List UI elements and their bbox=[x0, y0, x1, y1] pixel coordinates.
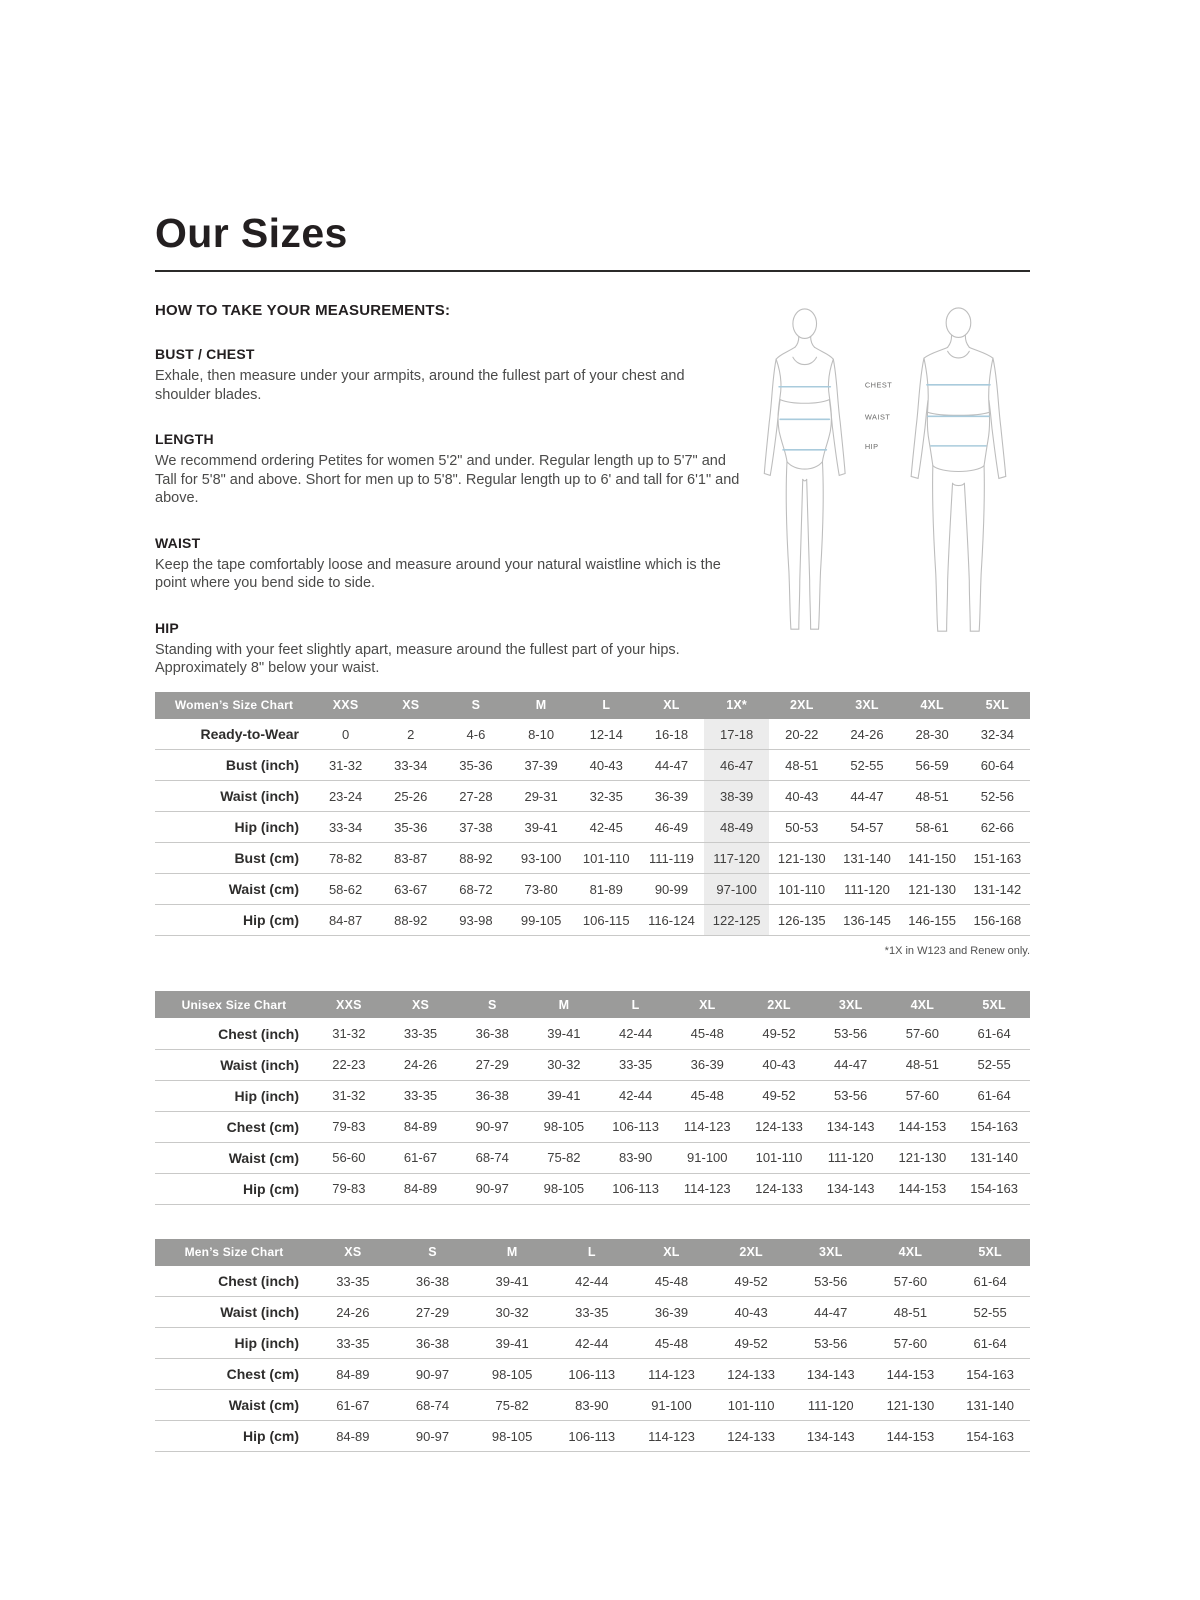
measurement-figures-illustration bbox=[745, 302, 1030, 642]
size-cell: 33-35 bbox=[575, 1304, 609, 1320]
size-cell: 31-32 bbox=[332, 1088, 366, 1104]
size-cell: 111-120 bbox=[844, 881, 890, 897]
size-cell: 35-36 bbox=[394, 819, 428, 835]
size-cell: 52-55 bbox=[977, 1057, 1011, 1073]
size-cell: 121-130 bbox=[886, 1397, 935, 1413]
size-cell: 33-35 bbox=[403, 1026, 438, 1042]
size-cell: 90-97 bbox=[415, 1428, 450, 1444]
section-body: Standing with your feet slightly apart, measure around the fullest part of your hips. Approximately 8" below your waist. bbox=[155, 641, 680, 677]
column-header-l: L bbox=[574, 692, 639, 719]
measurement-figures bbox=[745, 302, 1030, 678]
size-cell: 61-64 bbox=[977, 1088, 1011, 1104]
size-cell: 111-120 bbox=[827, 1150, 874, 1166]
size-cell: 144-153 bbox=[886, 1366, 935, 1382]
size-cell: 29-31 bbox=[524, 788, 558, 804]
section-body: Exhale, then measure under your armpits, around the fullest part of your chest and shoulder blades. bbox=[155, 368, 685, 403]
page-title: Our Sizes bbox=[155, 210, 348, 256]
size-cell: 52-55 bbox=[850, 757, 884, 773]
size-cell: 73-80 bbox=[524, 881, 558, 897]
size-cell: 36-39 bbox=[654, 1304, 689, 1320]
hip-label: HIP bbox=[864, 441, 879, 451]
size-cell: 44-47 bbox=[654, 757, 689, 773]
size-row bbox=[155, 781, 1030, 812]
measurements-text-column bbox=[155, 302, 743, 678]
size-cell: 83-87 bbox=[394, 850, 428, 866]
size-row bbox=[155, 1359, 1030, 1390]
size-cell: 106-113 bbox=[612, 1181, 659, 1197]
size-cell: 101-110 bbox=[727, 1397, 775, 1413]
column-header-xxs: XXS bbox=[313, 991, 385, 1018]
size-cell: 48-51 bbox=[785, 757, 819, 773]
table-title: Women’s Size Chart bbox=[155, 692, 313, 719]
size-cell: 49-52 bbox=[762, 1026, 796, 1042]
mens-size-chart-section bbox=[155, 1239, 1030, 1453]
size-cell: 45-48 bbox=[654, 1335, 689, 1351]
size-row bbox=[155, 1080, 1030, 1111]
size-cell: 27-28 bbox=[459, 788, 493, 804]
row-label: Waist (cm) bbox=[228, 1397, 299, 1414]
chest-label: CHEST bbox=[864, 380, 893, 390]
size-cell: 40-43 bbox=[785, 788, 819, 804]
size-cell: 101-110 bbox=[755, 1150, 803, 1166]
size-row bbox=[155, 750, 1030, 781]
section-body: Keep the tape comfortably loose and measure around your natural waistline which is the point where you bend side to side. bbox=[155, 556, 721, 592]
size-cell: 39-41 bbox=[524, 819, 558, 835]
waist-label: WAIST bbox=[864, 412, 891, 422]
size-cell: 106-113 bbox=[568, 1428, 616, 1444]
size-cell: 134-143 bbox=[806, 1428, 855, 1444]
section-heading: LENGTH bbox=[155, 431, 214, 448]
size-cell: 42-44 bbox=[618, 1088, 653, 1104]
column-header-4xl: 4XL bbox=[900, 692, 965, 719]
size-cell: 88-92 bbox=[459, 850, 493, 866]
column-header-m: M bbox=[528, 991, 600, 1018]
column-header-xs: XS bbox=[313, 1239, 393, 1266]
size-cell: 68-74 bbox=[415, 1397, 450, 1413]
size-cell: 101-110 bbox=[778, 881, 826, 897]
size-cell: 31-32 bbox=[328, 757, 363, 773]
row-label: Chest (cm) bbox=[226, 1366, 299, 1383]
size-cell: 23-24 bbox=[328, 788, 363, 804]
size-cell: 37-39 bbox=[524, 757, 558, 773]
size-cell: 90-97 bbox=[415, 1366, 450, 1382]
size-cell: 111-119 bbox=[649, 850, 694, 866]
size-cell: 58-62 bbox=[328, 881, 363, 897]
size-cell: 146-155 bbox=[908, 912, 956, 928]
size-cell: 57-60 bbox=[893, 1273, 928, 1289]
size-cell: 24-26 bbox=[336, 1304, 370, 1320]
section-body: We recommend ordering Petites for women 5'2" and under. Regular length up to 5'7" and Tall for 5'8" and above. Short for men up to 5'8". Regular length up to 6' and tall for 6'1" and above. bbox=[155, 453, 740, 507]
size-cell: 0 bbox=[341, 726, 350, 742]
column-header-xxs: XXS bbox=[313, 692, 378, 719]
size-cell: 156-168 bbox=[973, 912, 1022, 928]
size-cell: 45-48 bbox=[690, 1026, 724, 1042]
size-cell: 144-153 bbox=[898, 1119, 947, 1135]
size-cell: 62-66 bbox=[980, 819, 1014, 835]
size-cell: 36-38 bbox=[415, 1273, 450, 1289]
size-cell: 48-49 bbox=[704, 812, 769, 843]
size-cell: 33-34 bbox=[394, 757, 428, 773]
column-header-s: S bbox=[443, 692, 508, 719]
column-header-4xl: 4XL bbox=[871, 1239, 951, 1266]
size-cell: 84-89 bbox=[336, 1366, 370, 1382]
size-cell: 114-123 bbox=[648, 1428, 695, 1444]
size-cell: 98-105 bbox=[491, 1428, 533, 1444]
size-cell: 37-38 bbox=[459, 819, 493, 835]
column-header-m: M bbox=[509, 692, 574, 719]
size-cell: 90-97 bbox=[475, 1119, 509, 1135]
size-cell: 30-32 bbox=[547, 1057, 581, 1073]
size-cell: 154-163 bbox=[966, 1428, 1014, 1444]
size-cell: 68-74 bbox=[475, 1150, 509, 1166]
row-label: Hip (inch) bbox=[234, 1087, 299, 1104]
size-cell: 44-47 bbox=[814, 1304, 848, 1320]
size-row bbox=[155, 1266, 1030, 1297]
size-cell: 78-82 bbox=[328, 850, 363, 866]
column-header-5xl: 5XL bbox=[958, 991, 1030, 1018]
size-cell: 49-52 bbox=[734, 1273, 768, 1289]
size-cell: 114-123 bbox=[683, 1181, 731, 1197]
size-cell: 106-113 bbox=[568, 1366, 616, 1382]
section-bust-chest bbox=[155, 346, 743, 404]
size-cell: 33-35 bbox=[403, 1088, 438, 1104]
section-length bbox=[155, 431, 743, 508]
size-cell: 36-38 bbox=[475, 1026, 509, 1042]
column-header-5xl: 5XL bbox=[965, 692, 1030, 719]
column-header-2xl: 2XL bbox=[769, 692, 834, 719]
size-cell: 61-64 bbox=[973, 1273, 1007, 1289]
size-cell: 33-35 bbox=[618, 1057, 653, 1073]
size-cell: 39-41 bbox=[495, 1273, 529, 1289]
size-cell: 36-39 bbox=[690, 1057, 724, 1073]
size-cell: 36-38 bbox=[475, 1088, 509, 1104]
size-cell: 40-43 bbox=[762, 1057, 796, 1073]
row-label: Bust (inch) bbox=[225, 757, 299, 774]
size-cell: 134-143 bbox=[826, 1181, 875, 1197]
size-row bbox=[155, 905, 1030, 936]
column-header-4xl: 4XL bbox=[887, 991, 959, 1018]
size-cell: 98-105 bbox=[543, 1181, 585, 1197]
size-cell: 60-64 bbox=[980, 757, 1014, 773]
size-chart-footnote: *1X in W123 and Renew only. bbox=[884, 945, 1030, 958]
size-cell: 144-153 bbox=[886, 1428, 935, 1444]
size-row bbox=[155, 1421, 1030, 1452]
size-row bbox=[155, 843, 1030, 874]
size-cell: 38-39 bbox=[704, 781, 769, 812]
size-row bbox=[155, 719, 1030, 750]
size-cell: 124-133 bbox=[727, 1366, 775, 1382]
size-cell: 45-48 bbox=[690, 1088, 724, 1104]
size-cell: 20-22 bbox=[785, 726, 819, 742]
size-cell: 36-38 bbox=[415, 1335, 450, 1351]
size-cell: 42-44 bbox=[575, 1335, 609, 1351]
size-cell: 91-100 bbox=[687, 1150, 728, 1166]
size-cell: 61-64 bbox=[977, 1026, 1011, 1042]
size-cell: 8-10 bbox=[528, 726, 555, 742]
size-cell: 98-105 bbox=[543, 1119, 585, 1135]
size-cell: 90-99 bbox=[654, 881, 689, 897]
section-heading: HIP bbox=[155, 619, 179, 636]
size-cell: 53-56 bbox=[834, 1026, 868, 1042]
size-cell: 35-36 bbox=[459, 757, 493, 773]
size-cell: 2 bbox=[407, 726, 415, 742]
size-cell: 24-26 bbox=[403, 1057, 438, 1073]
size-cell: 49-52 bbox=[762, 1088, 796, 1104]
size-row bbox=[155, 1297, 1030, 1328]
size-cell: 88-92 bbox=[394, 912, 428, 928]
size-cell: 39-41 bbox=[547, 1026, 581, 1042]
size-cell: 81-89 bbox=[589, 881, 623, 897]
size-cell: 57-60 bbox=[905, 1026, 939, 1042]
section-waist bbox=[155, 535, 743, 593]
size-cell: 40-43 bbox=[734, 1304, 768, 1320]
size-cell: 40-43 bbox=[589, 757, 623, 773]
size-row bbox=[155, 874, 1030, 905]
size-cell: 75-82 bbox=[547, 1150, 581, 1166]
size-cell: 46-47 bbox=[704, 750, 769, 781]
size-cell: 83-90 bbox=[618, 1150, 653, 1166]
size-cell: 48-51 bbox=[915, 788, 949, 804]
row-label: Waist (inch) bbox=[220, 1056, 299, 1073]
unisex-size-chart-table bbox=[155, 991, 1030, 1205]
column-header-s: S bbox=[456, 991, 528, 1018]
size-cell: 154-163 bbox=[970, 1181, 1018, 1197]
size-cell: 39-41 bbox=[495, 1335, 529, 1351]
size-cell: 124-133 bbox=[727, 1428, 775, 1444]
size-cell: 134-143 bbox=[806, 1366, 855, 1382]
row-label: Hip (cm) bbox=[243, 912, 299, 929]
size-cell: 83-90 bbox=[575, 1397, 609, 1413]
size-cell: 57-60 bbox=[905, 1088, 939, 1104]
column-header-m: M bbox=[472, 1239, 552, 1266]
size-cell: 131-142 bbox=[973, 881, 1022, 897]
size-cell: 106-113 bbox=[612, 1119, 659, 1135]
size-cell: 58-61 bbox=[915, 819, 949, 835]
row-label: Chest (inch) bbox=[218, 1025, 299, 1042]
column-header-3xl: 3XL bbox=[791, 1239, 871, 1266]
column-header-2xl: 2XL bbox=[743, 991, 815, 1018]
column-header-l: L bbox=[600, 991, 672, 1018]
size-cell: 48-51 bbox=[905, 1057, 939, 1073]
title-divider bbox=[155, 270, 1030, 272]
size-cell: 93-100 bbox=[520, 850, 562, 866]
size-cell: 22-23 bbox=[332, 1057, 366, 1073]
female-figure-icon bbox=[764, 309, 845, 629]
size-cell: 28-30 bbox=[915, 726, 949, 742]
size-cell: 79-83 bbox=[332, 1181, 366, 1197]
size-cell: 42-44 bbox=[575, 1273, 609, 1289]
size-cell: 54-57 bbox=[850, 819, 884, 835]
row-label: Waist (inch) bbox=[220, 1304, 299, 1321]
table-title: Men’s Size Chart bbox=[155, 1239, 313, 1266]
mens-size-chart-table bbox=[155, 1239, 1030, 1453]
size-cell: 93-98 bbox=[459, 912, 493, 928]
size-cell: 24-26 bbox=[850, 726, 884, 742]
size-cell: 56-60 bbox=[332, 1150, 366, 1166]
size-cell: 79-83 bbox=[332, 1119, 366, 1135]
size-cell: 57-60 bbox=[893, 1335, 928, 1351]
size-cell: 84-89 bbox=[403, 1119, 438, 1135]
size-cell: 84-89 bbox=[336, 1428, 370, 1444]
row-label: Chest (cm) bbox=[226, 1118, 299, 1135]
size-cell: 121-130 bbox=[898, 1150, 947, 1166]
size-cell: 32-35 bbox=[589, 788, 623, 804]
size-cell: 44-47 bbox=[850, 788, 884, 804]
male-figure-icon bbox=[911, 308, 1006, 631]
size-row bbox=[155, 1111, 1030, 1142]
womens-size-chart-section bbox=[155, 692, 1030, 958]
size-cell: 154-163 bbox=[966, 1366, 1014, 1382]
figure-label-group bbox=[865, 381, 892, 451]
size-cell: 42-45 bbox=[589, 819, 623, 835]
measurements-section bbox=[155, 302, 1030, 678]
row-label: Bust (cm) bbox=[234, 850, 299, 867]
size-cell: 61-67 bbox=[336, 1397, 370, 1413]
size-cell: 97-100 bbox=[704, 874, 769, 905]
row-label: Hip (cm) bbox=[243, 1428, 299, 1445]
size-cell: 114-123 bbox=[648, 1366, 695, 1382]
size-cell: 44-47 bbox=[834, 1057, 868, 1073]
size-cell: 101-110 bbox=[582, 850, 630, 866]
column-header-xl: XL bbox=[671, 991, 743, 1018]
table-title: Unisex Size Chart bbox=[155, 991, 313, 1018]
column-header-xl: XL bbox=[639, 692, 704, 719]
size-cell: 121-130 bbox=[908, 881, 956, 897]
unisex-size-chart-section bbox=[155, 991, 1030, 1205]
size-row bbox=[155, 1142, 1030, 1173]
section-hip bbox=[155, 620, 743, 678]
womens-size-chart-table bbox=[155, 692, 1030, 937]
size-cell: 16-18 bbox=[654, 726, 689, 742]
column-header-5xl: 5XL bbox=[950, 1239, 1030, 1266]
size-cell: 121-130 bbox=[777, 850, 826, 866]
size-row bbox=[155, 1390, 1030, 1421]
size-cell: 116-124 bbox=[648, 912, 695, 928]
row-label: Hip (inch) bbox=[234, 1335, 299, 1352]
section-heading: BUST / CHEST bbox=[155, 346, 255, 362]
column-header-xs: XS bbox=[378, 692, 443, 719]
size-cell: 56-59 bbox=[915, 757, 949, 773]
section-heading: WAIST bbox=[155, 534, 201, 551]
size-cell: 75-82 bbox=[495, 1397, 529, 1413]
column-header-l: L bbox=[552, 1239, 632, 1266]
column-header-xs: XS bbox=[385, 991, 457, 1018]
size-cell: 53-56 bbox=[834, 1088, 868, 1104]
size-cell: 134-143 bbox=[826, 1119, 875, 1135]
size-cell: 151-163 bbox=[973, 850, 1022, 866]
size-cell: 114-123 bbox=[683, 1119, 731, 1135]
size-cell: 124-133 bbox=[755, 1119, 803, 1135]
size-cell: 84-89 bbox=[403, 1181, 438, 1197]
size-cell: 12-14 bbox=[589, 726, 623, 742]
size-cell: 84-87 bbox=[328, 912, 363, 928]
size-cell: 25-26 bbox=[394, 788, 428, 804]
size-cell: 48-51 bbox=[893, 1304, 928, 1320]
size-cell: 45-48 bbox=[654, 1273, 689, 1289]
size-cell: 33-34 bbox=[328, 819, 363, 835]
column-header-xl: XL bbox=[632, 1239, 712, 1266]
column-header-1x: 1X* bbox=[704, 692, 769, 719]
size-cell: 52-55 bbox=[973, 1304, 1007, 1320]
size-cell: 99-105 bbox=[520, 912, 562, 928]
size-cell: 32-34 bbox=[980, 726, 1014, 742]
size-cell: 27-29 bbox=[475, 1057, 509, 1073]
size-row bbox=[155, 812, 1030, 843]
size-cell: 63-67 bbox=[394, 881, 428, 897]
measurements-heading: HOW TO TAKE YOUR MEASUREMENTS: bbox=[155, 302, 451, 319]
size-cell: 4-6 bbox=[466, 726, 486, 742]
size-cell: 31-32 bbox=[332, 1026, 366, 1042]
size-cell: 90-97 bbox=[475, 1181, 509, 1197]
column-header-2xl: 2XL bbox=[711, 1239, 791, 1266]
size-cell: 36-39 bbox=[654, 788, 689, 804]
size-row bbox=[155, 1049, 1030, 1080]
size-cell: 144-153 bbox=[898, 1181, 947, 1197]
size-cell: 126-135 bbox=[777, 912, 826, 928]
column-header-3xl: 3XL bbox=[815, 991, 887, 1018]
size-cell: 30-32 bbox=[495, 1304, 529, 1320]
row-label: Waist (inch) bbox=[220, 788, 299, 805]
size-cell: 61-67 bbox=[403, 1150, 438, 1166]
size-cell: 122-125 bbox=[704, 905, 769, 936]
size-cell: 91-100 bbox=[651, 1397, 692, 1413]
size-cell: 46-49 bbox=[654, 819, 689, 835]
size-cell: 39-41 bbox=[547, 1088, 581, 1104]
size-cell: 53-56 bbox=[814, 1335, 848, 1351]
size-cell: 106-115 bbox=[582, 912, 630, 928]
size-cell: 27-29 bbox=[415, 1304, 450, 1320]
size-cell: 124-133 bbox=[755, 1181, 803, 1197]
size-cell: 49-52 bbox=[734, 1335, 768, 1351]
page-header bbox=[155, 210, 1030, 272]
size-cell: 131-140 bbox=[970, 1150, 1018, 1166]
size-cell: 141-150 bbox=[908, 850, 956, 866]
size-cell: 33-35 bbox=[336, 1335, 370, 1351]
size-cell: 154-163 bbox=[970, 1119, 1018, 1135]
row-label: Hip (inch) bbox=[234, 819, 299, 836]
row-label: Chest (inch) bbox=[218, 1273, 299, 1290]
size-cell: 52-56 bbox=[980, 788, 1014, 804]
size-row bbox=[155, 1018, 1030, 1049]
size-cell: 50-53 bbox=[785, 819, 819, 835]
size-cell: 131-140 bbox=[843, 850, 891, 866]
size-cell: 136-145 bbox=[843, 912, 891, 928]
size-cell: 42-44 bbox=[618, 1026, 653, 1042]
size-cell: 111-120 bbox=[807, 1397, 854, 1413]
row-label: Hip (cm) bbox=[243, 1180, 299, 1197]
size-cell: 17-18 bbox=[704, 719, 769, 750]
size-cell: 117-120 bbox=[704, 843, 769, 874]
size-row bbox=[155, 1173, 1030, 1204]
size-cell: 61-64 bbox=[973, 1335, 1007, 1351]
row-label: Waist (cm) bbox=[228, 1149, 299, 1166]
size-row bbox=[155, 1328, 1030, 1359]
row-label: Waist (cm) bbox=[228, 881, 299, 898]
column-header-3xl: 3XL bbox=[834, 692, 899, 719]
female-measure-lines bbox=[779, 387, 830, 450]
size-cell: 98-105 bbox=[491, 1366, 533, 1382]
size-cell: 68-72 bbox=[459, 881, 493, 897]
size-cell: 53-56 bbox=[814, 1273, 848, 1289]
row-label: Ready-to-Wear bbox=[200, 726, 299, 743]
size-cell: 33-35 bbox=[336, 1273, 370, 1289]
column-header-s: S bbox=[393, 1239, 473, 1266]
size-cell: 131-140 bbox=[966, 1397, 1014, 1413]
